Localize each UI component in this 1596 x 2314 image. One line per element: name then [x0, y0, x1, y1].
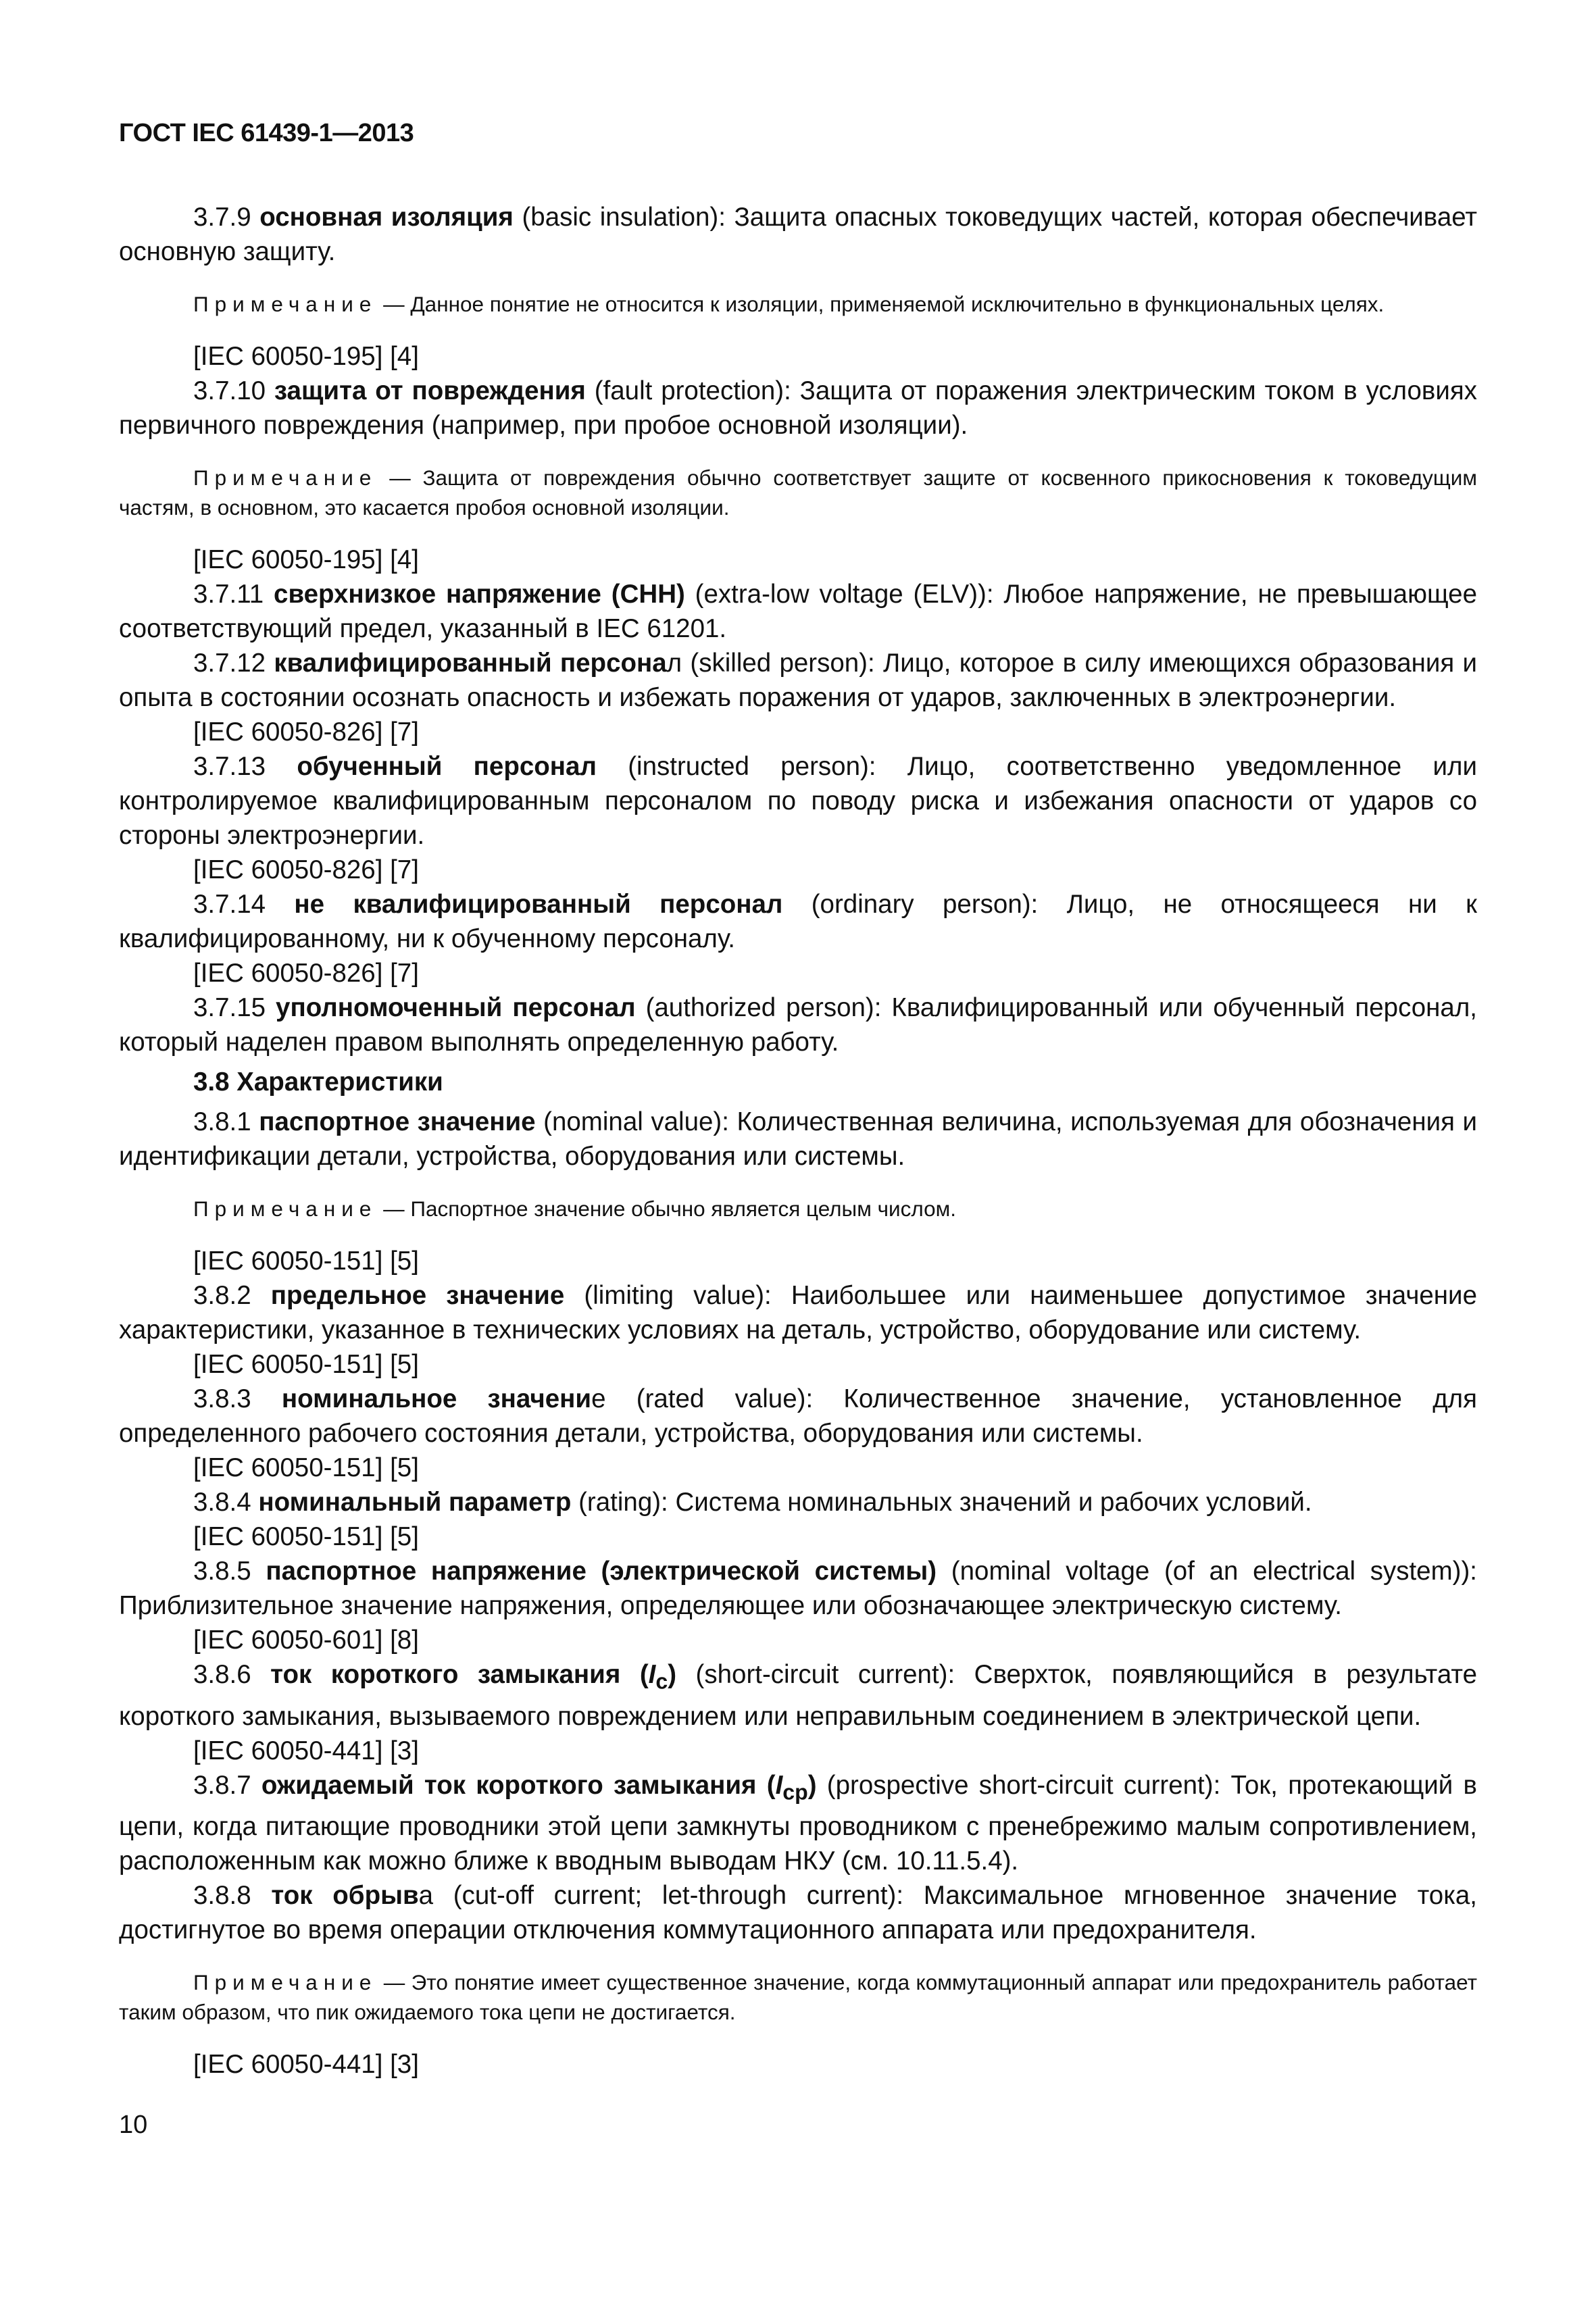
note: Примечание — Данное понятие не относится к изоляции, применяемой исключительно в функциональных целях. — [193, 292, 1385, 316]
clause-3-7-11: 3.7.11 сверхнизкое напряжение (СНН) (extra-low voltage (ELV)): Любое напряжение, не превышающее соответствующий предел, указанный в IEC 61201. — [119, 580, 1478, 643]
clause-3-7-10: 3.7.10 защита от повреждения (fault protection): Защита от поражения электрическим током в условиях первичного повреждения (например, при пробое основной изоляции). — [119, 376, 1477, 440]
reference: [IEC 60050-441] [3] — [193, 2050, 419, 2080]
reference: [IEC 60050-151] [5] — [193, 1453, 419, 1482]
section-heading: 3.8 Характеристики — [193, 1067, 443, 1097]
note: Примечание — Это понятие имеет существенное значение, когда коммутационный аппарат или предохранитель работает таким образом, что пик ожидаемого тока цепи не достигается. — [119, 1970, 1477, 2025]
clause-3-8-8: 3.8.8 ток обрыва (cut-off current; let-through current): Максимальное мгновенное значение тока, достигнутое во время операции отключения коммутационного аппарата или предохранителя. — [119, 1881, 1477, 1945]
clause-3-8-7: 3.8.7 ожидаемый ток короткого замыкания $(I_{cp})$ (prospective short-circuit current): Ток, протекающий в цепи, когда питающие проводники этой цепи замкнуты проводником с пренебрежимо малым сопротивлением, расположенным как можно ближе к вводным выводам НКУ (см. 10.11.5.4). — [119, 1770, 1478, 1876]
clause-3-7-9: 3.7.9 основная изоляция (basic insulation): Защита опасных токоведущих частей, которая обеспечивает основную защиту. — [119, 203, 1477, 266]
clause-3-8-5: 3.8.5 паспортное напряжение (электрической системы) (nominal voltage (of an electrical system)): Приблизительное значение напряжения, определяющее или обозначающее электрическую систему. — [119, 1557, 1478, 1620]
reference: [IEC 60050-151] [5] — [193, 1522, 419, 1551]
reference: [IEC 60050-826] [7] — [193, 718, 419, 747]
reference: [IEC 60050-151] [5] — [193, 1350, 419, 1379]
clause-3-8-4: 3.8.4 номинальный параметр (rating): Система номинальных значений и рабочих условий. — [193, 1488, 1312, 1517]
document-body — [119, 200, 1477, 2082]
clause-3-7-12: 3.7.12 квалифицированный персонал (skilled person): Лицо, которое в силу имеющихся образования и опыта в состоянии осознать опасность и избежать поражения от ударов, заключенных в электроэнергии. — [119, 649, 1477, 712]
reference: [IEC 60050-826] [7] — [193, 855, 419, 884]
clause-3-8-1: 3.8.1 паспортное значение (nominal value): Количественная величина, используемая для обозначения и идентификации детали, устройства, оборудования или системы. — [119, 1107, 1477, 1171]
reference: [IEC 60050-151] [5] — [193, 1247, 419, 1276]
page-number: 10 — [119, 2111, 148, 2139]
note: Примечание — Паспортное значение обычно является целым числом. — [193, 1197, 957, 1221]
clause-3-7-15: 3.7.15 уполномоченный персонал (authorized person): Квалифицированный или обученный персонал, который наделен правом выполнять определенную работу. — [119, 993, 1478, 1057]
document-header: ГОСТ IEC 61439-1—2013 — [119, 119, 414, 147]
note: Примечание — Защита от повреждения обычно соответствует защите от косвенного прикосновения к токоведущим частям, в основном, это касается пробоя основной изоляции. — [119, 466, 1477, 520]
reference: [IEC 60050-826] [7] — [193, 959, 419, 988]
reference: [IEC 60050-441] [3] — [193, 1736, 419, 1765]
clause-3-7-13: 3.7.13 обученный персонал (instructed person): Лицо, соответственно уведомленное или контролируемое квалифицированным персоналом по поводу риска и избежания опасности от ударов со стороны электроэнергии. — [119, 752, 1477, 850]
clause-3-8-6: 3.8.6 ток короткого замыкания $(I_c)$ (short-circuit current): Сверхток, появляющийся в результате короткого замыкания, вызываемого повреждением или неправильным соединением в электрической цепи. — [119, 1660, 1478, 1731]
reference: [IEC 60050-195] [4] — [193, 342, 419, 371]
clause-3-8-2: 3.8.2 предельное значение (limiting value): Наибольшее или наименьшее допустимое значение характеристики, указанное в технических условиях на деталь, устройство, оборудование или систему. — [119, 1281, 1477, 1344]
reference: [IEC 60050-601] [8] — [193, 1626, 419, 1655]
clause-3-7-14: 3.7.14 не квалифицированный персонал (ordinary person): Лицо, не относящееся ни к квалифицированному, ни к обученному персоналу. — [119, 890, 1477, 953]
clause-3-8-3: 3.8.3 номинальное значение (rated value): Количественное значение, установленное для определенного рабочего состояния детали, устройства, оборудования или системы. — [119, 1384, 1477, 1448]
reference: [IEC 60050-195] [4] — [193, 545, 419, 574]
